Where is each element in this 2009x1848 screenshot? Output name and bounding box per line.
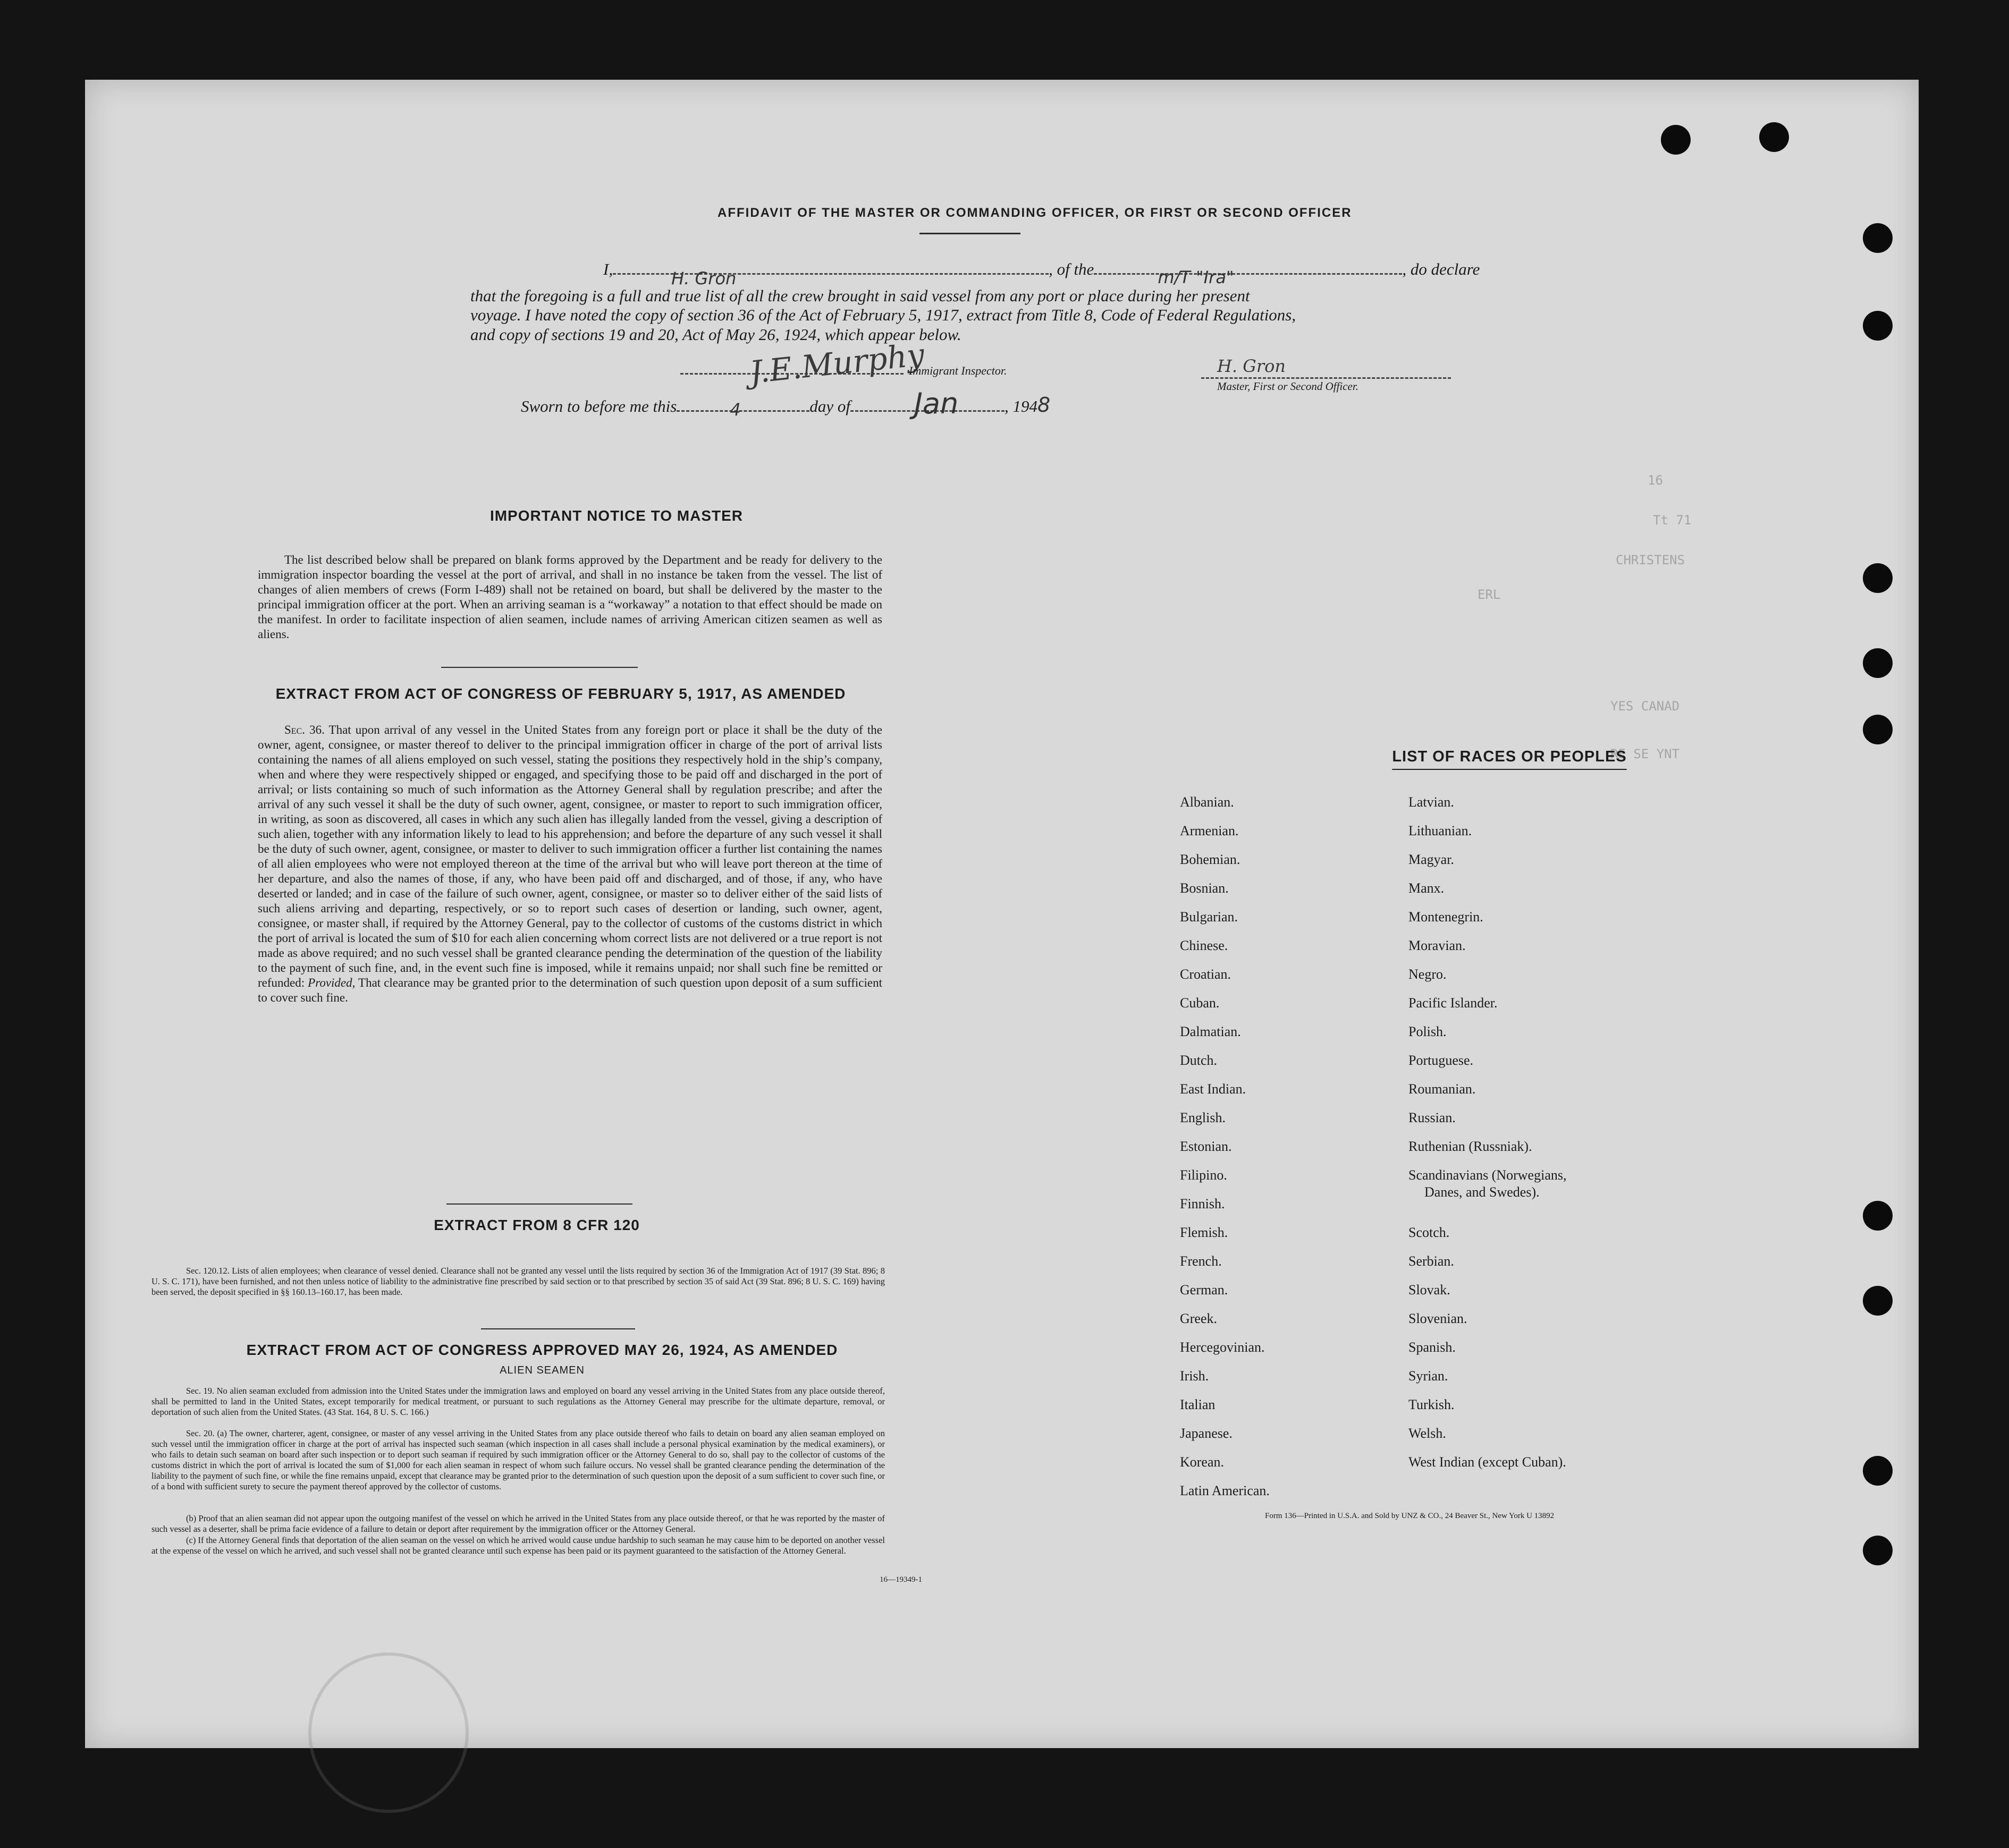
race-item: Latin American. [1180, 1483, 1270, 1498]
race-item: Moravian. [1408, 938, 1466, 953]
punch-hole-11 [1863, 1536, 1893, 1565]
race-item: Latvian. [1408, 794, 1454, 810]
extract-1924-subheading: ALIEN SEAMEN [500, 1364, 585, 1376]
race-item: Montenegrin. [1408, 909, 1483, 925]
race-item: Japanese. [1180, 1426, 1233, 1441]
notice-rule [441, 667, 638, 668]
sworn-line [521, 387, 1051, 420]
race-item: East Indian. [1180, 1081, 1246, 1097]
inspector-caption: Immigrant Inspector. [909, 364, 1007, 377]
race-item: Korean. [1180, 1454, 1225, 1470]
race-item: Scotch. [1408, 1225, 1450, 1240]
vessel-name: m/T "Ira" [1158, 267, 1234, 287]
punch-hole-6 [1863, 648, 1893, 678]
bleed-through-3: ERL [1478, 587, 1501, 602]
affidavit-line-3: voyage. I have noted the copy of section 36 of the Act of February 5, 1917, extract from Title 8, Code of Federal Regulations, [470, 306, 1296, 324]
race-item: Flemish. [1180, 1225, 1228, 1240]
sworn-month-field [850, 387, 1004, 420]
sworn-day: 4 [730, 400, 741, 420]
extract-1917-rule [446, 1203, 632, 1205]
race-item: Irish. [1180, 1368, 1209, 1384]
race-item: Bosnian. [1180, 880, 1229, 896]
notice-body: The list described below shall be prepared on blank forms approved by the Department and be ready for delivery to the immigration inspector boarding the vessel at the port of arrival, and shall in no instance be taken from the vessel. The list of changes of alien members of crews (Form I-489) shall not be retained on board, but shall be delivered by the master to the principal immigration officer at the port. When an arriving seaman is a “workaway” a notation to that effect should be made on the manifest. In order to facilitate inspection of alien seamen, include names of arriving American citizen seamen as well as aliens. [258, 553, 882, 641]
race-item: Ruthenian (Russniak). [1408, 1139, 1532, 1154]
year-prefix: , 194 [1004, 397, 1037, 416]
sec-19-text: Sec. 19. No alien seaman excluded from admission into the United States under the immigration laws and employed on board any vessel arriving in the United States from any place outside thereof, shall be permitted to land in the United States, except temporarily for medical treatment, or pursuant to such regulations as the Attorney General may prescribe for the ultimate departure, removal, or deportation of such alien from the United States. (43 Stat. 164, 8 U. S. C. 166.) [151, 1386, 885, 1417]
inspector-signature: J.E.Murphy [748, 336, 926, 391]
affidavit-line-2: that the foregoing is a full and true list of all the crew brought in said vessel from any port or place during her present [470, 286, 1250, 305]
punch-hole-8 [1863, 1201, 1893, 1231]
sworn-month: Jan [914, 387, 959, 420]
officer-name: H. Gron [671, 268, 737, 289]
race-item: Armenian. [1180, 823, 1239, 838]
extract-1917-body [258, 723, 882, 1005]
affidavit-line-4: and copy of sections 19 and 20, Act of May 26, 1924, which appear below. [470, 325, 961, 344]
master-signature-line [1201, 377, 1451, 379]
race-item: Bulgarian. [1180, 909, 1238, 925]
punch-hole-5 [1863, 563, 1893, 593]
race-item: Dutch. [1180, 1053, 1218, 1068]
day-of-label: day of [809, 397, 850, 416]
sec-36-text: That upon arrival of any vessel in the United States from any foreign port or place it shall be the duty of the owner, agent, consignee, or master thereof to deliver to the principal immigration officer in charge of the port of arrival lists containing the names of all aliens employed on such vessel, stating the positions they respectively hold in the ship’s company, when and where they were respectively shipped or engaged, and specifying those to be paid off and discharged in the port of arrival; or lists containing so much of such information as the Attorney General shall by regulation prescribe; and after the arrival of any such vessel it shall be the duty of such owner, agent, consignee, or master to report to such immigration officer, in writing, as soon as discovered, all cases in which any such alien has illegally landed from the vessel, giving a description of such alien, together with any information likely to lead to his apprehension; and before the departure of any such vessel it shall be the duty of such owner, agent, consignee, or master to deliver to such immigration officer a further list containing the names of all alien employees who were not employed thereon at the time of the arrival but who will leave port thereon at the time of her departure, and also the names of those, if any, who have been paid off and discharged, and of those, if any, who have deserted or landed; and in case of the failure of such owner, agent, consignee, or master so to deliver either of the said lists of such aliens arriving and departing, respectively, or so to report such cases of desertion or landing, such owner, agent, consignee, or master shall, if required by the Attorney General, pay to the collector of customs of the customs district in which the port of arrival is located the sum of $10 for each alien concerning whom correct lists are not delivered or a true report is not made as above required; and no such vessel shall be granted clearance pending the determination of the question of the liability to the payment of such fine, and, in the event such fine is imposed, while it remains unpaid; nor shall such fine be remitted or refunded: [258, 723, 882, 989]
sec-20c-text: (c) If the Attorney General finds that deportation of the alien seaman on the vessel on which he arrived would cause undue hardship to such seaman he may cause him to be deported on another vessel at the expense of the vessel on which he arrived, and such vessel shall not be granted clearance until such expense has been paid or its payment guaranteed to the satisfaction of the Attorney General. [151, 1535, 885, 1556]
race-item: Chinese. [1180, 938, 1228, 953]
bleed-through-1: 16 [1648, 473, 1663, 488]
affidavit-line-1 [603, 258, 1571, 289]
race-item: Hercegovinian. [1180, 1340, 1265, 1355]
cfr-heading: EXTRACT FROM 8 CFR 120 [434, 1217, 640, 1233]
notice-heading: IMPORTANT NOTICE TO MASTER [489, 507, 744, 524]
race-item: Greek. [1180, 1311, 1218, 1326]
race-item: Roumanian. [1408, 1081, 1476, 1097]
master-signature-caption: Master, First or Second Officer. [1217, 380, 1358, 393]
race-item: Cuban. [1180, 995, 1220, 1011]
race-item: Bohemian. [1180, 852, 1240, 867]
race-item: Polish. [1408, 1024, 1447, 1039]
bleed-through-5: YES CANAD [1610, 699, 1680, 714]
race-item: French. [1180, 1253, 1222, 1269]
punch-hole-10 [1863, 1456, 1893, 1486]
punch-hole-3 [1863, 223, 1893, 253]
race-item: Filipino. [1180, 1167, 1227, 1183]
race-item: Russian. [1408, 1110, 1456, 1125]
sec-36-end: That clearance may be granted prior to the determination of such question upon deposit of a sum sufficient to cover such fine. [258, 976, 882, 1004]
title-rule [919, 233, 1020, 234]
race-item: English. [1180, 1110, 1226, 1125]
sec-20b-text: (b) Proof that an alien seaman did not appear upon the outgoing manifest of the vessel on which he arrived in the United States from any place outside thereof, or that he was reported by the master of such vessel as a deserter, shall be prima facie evidence of a failure to detain or deport after requirement by the immigration officer or the Attorney General. [151, 1513, 885, 1534]
race-item: Italian [1180, 1397, 1215, 1412]
form-number: 16—19349-1 [880, 1575, 922, 1584]
extract-1917-heading: EXTRACT FROM ACT OF CONGRESS OF FEBRUARY 5, 1917, AS AMENDED [275, 685, 846, 702]
punch-hole-2 [1759, 122, 1789, 152]
race-item: Welsh. [1408, 1426, 1446, 1441]
sworn-label: Sworn to before me this [521, 397, 677, 416]
notary-seal [308, 1652, 469, 1813]
race-item: Albanian. [1180, 794, 1234, 810]
race-item: Slovenian. [1408, 1311, 1467, 1326]
race-item: Finnish. [1180, 1196, 1225, 1211]
master-signature: H. Gron [1217, 356, 1286, 376]
race-item: Manx. [1408, 880, 1445, 896]
race-item: Lithuanian. [1408, 823, 1472, 838]
extract-1924-heading: EXTRACT FROM ACT OF CONGRESS APPROVED MAY 26, 1924, AS AMENDED [246, 1342, 838, 1358]
officer-name-field [613, 268, 1049, 289]
race-item: Pacific Islander. [1408, 995, 1498, 1011]
punch-hole-9 [1863, 1286, 1893, 1316]
race-item: Scandinavians (Norwegians, [1408, 1167, 1567, 1183]
year-suffix: 8 [1037, 393, 1051, 417]
races-heading: LIST OF RACES OR PEOPLES [1392, 748, 1627, 765]
race-item: Portuguese. [1408, 1053, 1474, 1068]
race-item: Serbian. [1408, 1253, 1454, 1269]
race-item: Magyar. [1408, 852, 1454, 867]
race-item: Estonian. [1180, 1139, 1232, 1154]
race-item: Slovak. [1408, 1282, 1450, 1298]
bleed-through-6: RE SE YNT [1610, 747, 1680, 761]
race-item: Danes, and Swedes). [1424, 1184, 1540, 1200]
cfr-body: Sec. 120.12. Lists of alien employees; when clearance of vessel denied. Clearance shall not be granted any vessel until the lists required by section 36 of the Immigration Act of 1917 (39 Stat. 896; 8 U. S. C. 171), have been furnished, and not then unless notice of liability to the administrative fine prescribed by said section or to that prescribed by section 35 of said Act (39 Stat. 896; 8 U. S. C. 169) having been served, the deposit specified in §§ 160.13–160.17, has been made. [151, 1266, 885, 1297]
affidavit-title: AFFIDAVIT OF THE MASTER OR COMMANDING OFFICER, OR FIRST OR SECOND OFFICER [718, 206, 1352, 220]
punch-hole-4 [1863, 311, 1893, 341]
race-item: Syrian. [1408, 1368, 1448, 1384]
of-the-label: , of the [1049, 260, 1094, 278]
punch-hole-7 [1863, 715, 1893, 744]
race-item: West Indian (except Cuban). [1408, 1454, 1566, 1470]
sec-20a-text: Sec. 20. (a) The owner, charterer, agent, consignee, or master of any vessel arriving in the United States from any place outside thereof who fails to detain on board any alien seaman employed on such vessel until the immigration officer in charge at the port of arrival has inspected such seaman (which inspection in all cases shall include a personal physical examination by the medical examiners), or who fails to detain such seaman on board after such inspection or to deport such seaman if required by such immigration officer or the Attorney General to do so, shall pay to the collector of customs of the customs district in which the port of arrival is located the sum of $1,000 for each alien seaman in respect of whom such failure occurs. No vessel shall be granted clearance pending the determination of the liability to the payment of such fine, or while the fine remains unpaid, except that clearance may be granted prior to the determination of such question upon the deposit of a sum sufficient to cover such fine, or of a bond with sufficient surety to secure the payment thereof approved by the collector of customs. [151, 1428, 885, 1491]
provided-label: Provided, [308, 976, 356, 989]
bleed-through-4: CHRISTENS [1616, 553, 1685, 567]
vessel-name-field [1094, 267, 1402, 287]
sworn-day-field [677, 400, 809, 420]
document-sheet [85, 80, 1919, 1748]
do-declare-label: , do declare [1402, 260, 1480, 278]
cfr-rule [481, 1328, 635, 1329]
sec-36-label: Sec. 36. [284, 723, 325, 736]
race-item: Croatian. [1180, 967, 1231, 982]
punch-hole-1 [1661, 125, 1691, 155]
bleed-through-2: Tt 71 [1653, 513, 1692, 528]
race-item: Dalmatian. [1180, 1024, 1241, 1039]
race-item: Negro. [1408, 967, 1447, 982]
race-item: Spanish. [1408, 1340, 1456, 1355]
race-item: Turkish. [1408, 1397, 1455, 1412]
printer-footer: Form 136—Printed in U.S.A. and Sold by UNZ & CO., 24 Beaver St., New York U 13892 [1265, 1512, 1555, 1520]
race-item: German. [1180, 1282, 1228, 1298]
affidavit-i: I, [603, 260, 613, 278]
